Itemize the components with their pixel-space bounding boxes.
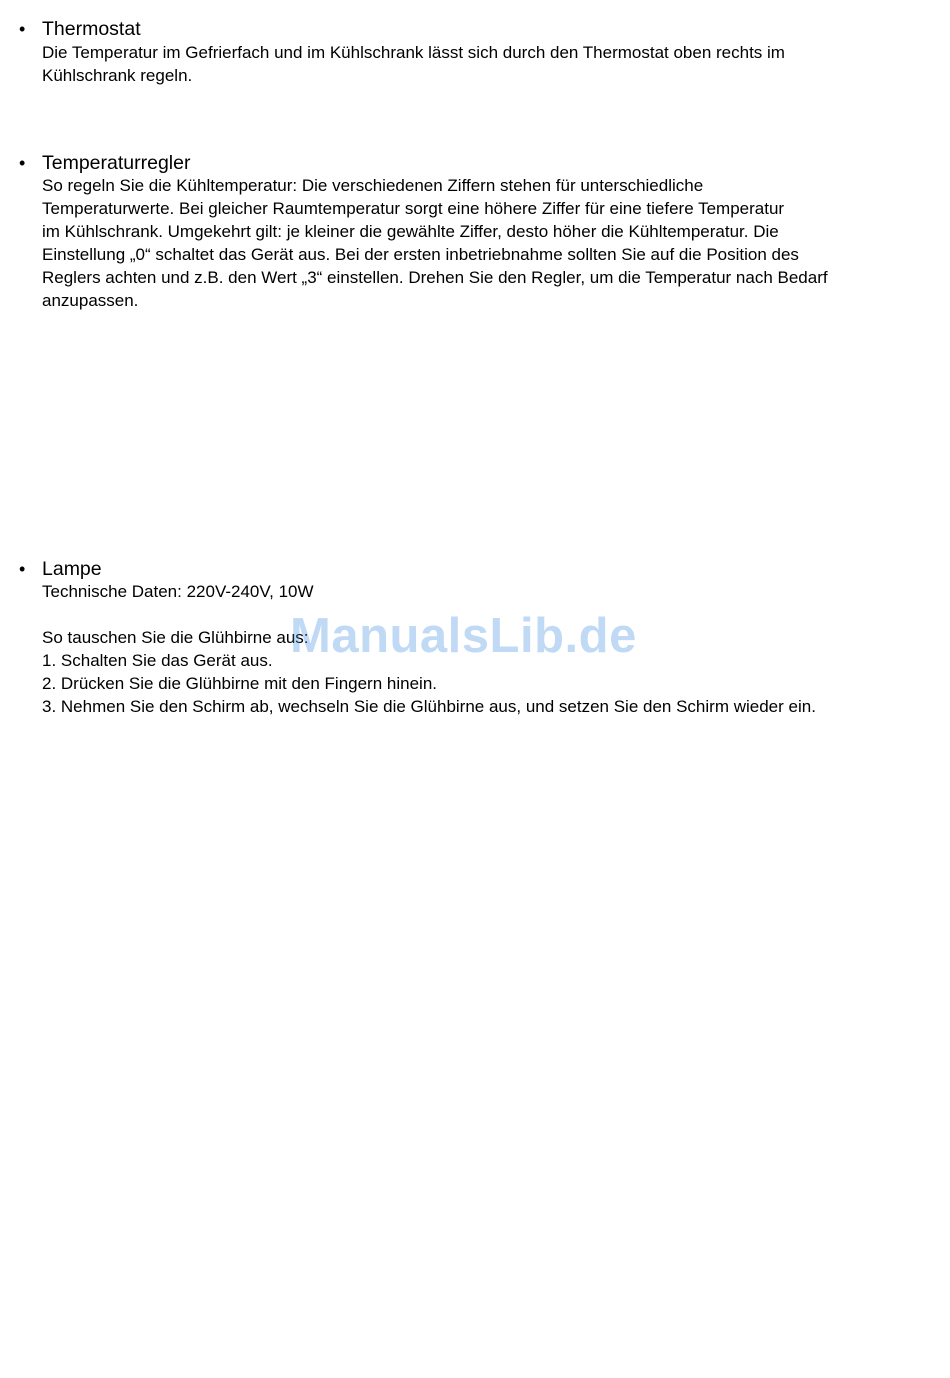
body-line: So regeln Sie die Kühltemperatur: Die verschiedenen Ziffern stehen für unterschiedliche (42, 176, 704, 195)
body-line: Technische Daten: 220V-240V, 10W (42, 582, 314, 601)
body-line: Kühlschrank regeln. (42, 66, 193, 85)
section-heading: Thermostat (42, 18, 141, 40)
body-line: So tauschen Sie die Glühbirne aus: (42, 628, 309, 647)
body-line: Einstellung „0“ schaltet das Gerät aus. Bei der ersten inbetriebnahme sollten Sie auf die Position des (42, 245, 799, 264)
body-line: 1. Schalten Sie das Gerät aus. (42, 651, 273, 670)
watermark: ManualsLib.de (290, 609, 637, 663)
body-line: Die Temperatur im Gefrierfach und im Kühlschrank lässt sich durch den Thermostat oben rechts im (42, 43, 785, 62)
body-line: Temperaturwerte. Bei gleicher Raumtemperatur sorgt eine höhere Ziffer für eine tiefere Temperatur (42, 199, 785, 218)
bullet: • (19, 559, 26, 579)
bullet: • (19, 19, 26, 39)
body-line: Reglers achten und z.B. den Wert „3“ einstellen. Drehen Sie den Regler, um die Temperatur nach Bedarf (42, 268, 828, 287)
body-line: 2. Drücken Sie die Glühbirne mit den Fingern hinein. (42, 674, 437, 693)
body-line: im Kühlschrank. Umgekehrt gilt: je kleiner die gewählte Ziffer, desto höher die Kühltemperatur. Die (42, 222, 779, 241)
body-line: anzupassen. (42, 291, 139, 310)
body-line: 3. Nehmen Sie den Schirm ab, wechseln Sie die Glühbirne aus, und setzen Sie den Schirm wieder ein. (42, 697, 816, 716)
section-heading: Lampe (42, 558, 102, 580)
bullet: • (19, 153, 26, 173)
section-heading: Temperaturregler (42, 152, 191, 174)
